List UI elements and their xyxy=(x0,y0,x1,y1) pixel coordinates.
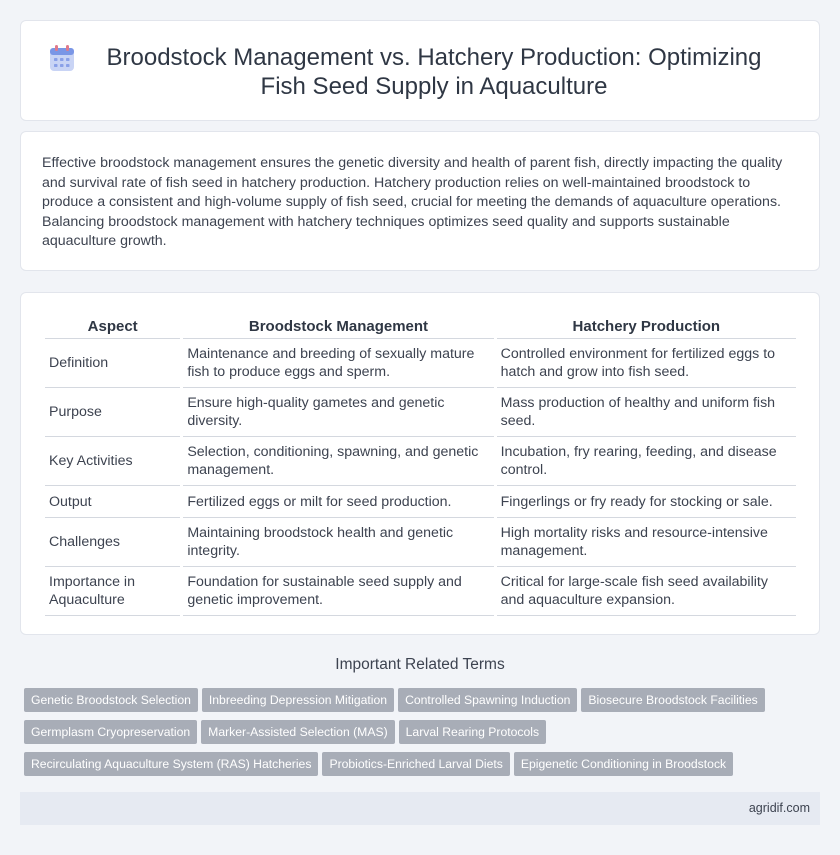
column-header: Aspect xyxy=(45,315,180,339)
related-term-tag[interactable]: Germplasm Cryopreservation xyxy=(24,720,197,744)
broodstock-cell: Maintaining broodstock health and genetic integrity. xyxy=(183,518,493,567)
broodstock-cell: Fertilized eggs or milt for seed production. xyxy=(183,486,493,518)
column-header: Broodstock Management xyxy=(183,315,493,339)
footer xyxy=(20,792,820,825)
intro-card xyxy=(20,131,820,271)
table-row xyxy=(45,486,796,518)
hatchery-cell: Critical for large-scale fish seed availability and aquaculture expansion. xyxy=(497,567,796,616)
table-row xyxy=(45,388,796,437)
header-card xyxy=(20,20,820,121)
table-header-row xyxy=(45,315,796,339)
page-title: Broodstock Management vs. Hatchery Production: Optimizing Fish Seed Supply in Aquaculture xyxy=(106,44,762,100)
hatchery-cell: Incubation, fry rearing, feeding, and disease control. xyxy=(497,437,796,486)
related-term-tag[interactable]: Recirculating Aquaculture System (RAS) Hatcheries xyxy=(24,752,318,776)
related-term-tag[interactable]: Larval Rearing Protocols xyxy=(399,720,546,744)
aspect-cell: Challenges xyxy=(45,518,180,567)
column-header: Hatchery Production xyxy=(497,315,796,339)
related-term-tag[interactable]: Biosecure Broodstock Facilities xyxy=(581,688,764,712)
related-term-tag[interactable]: Marker-Assisted Selection (MAS) xyxy=(201,720,394,744)
table-row xyxy=(45,518,796,567)
hatchery-cell: Controlled environment for fertilized eggs to hatch and grow into fish seed. xyxy=(497,339,796,388)
table-row xyxy=(45,339,796,388)
intro-paragraph: Effective broodstock management ensures the genetic diversity and health of parent fish, directly impacting the quality and survival rate of fish seed in hatchery production. Hatchery production relies on well-maintained broodstock to produce a consistent and high-volume supply of fish seed, crucial for meeting the demands of aquaculture operations. Balancing broodstock management with hatchery techniques optimizes seed quality and supports sustainable aquaculture growth. xyxy=(42,155,783,250)
aspect-cell: Definition xyxy=(45,339,180,388)
related-term-tag[interactable]: Probiotics-Enriched Larval Diets xyxy=(322,752,509,776)
related-term-tag[interactable]: Inbreeding Depression Mitigation xyxy=(202,688,394,712)
hatchery-cell: High mortality risks and resource-intensive management. xyxy=(497,518,796,567)
table-row xyxy=(45,567,796,616)
related-terms-title: Important Related Terms xyxy=(335,656,505,673)
comparison-card xyxy=(20,292,820,635)
table-row xyxy=(45,437,796,486)
broodstock-cell: Foundation for sustainable seed supply and genetic improvement. xyxy=(183,567,493,616)
related-term-tag[interactable]: Controlled Spawning Induction xyxy=(398,688,577,712)
aspect-cell: Key Activities xyxy=(45,437,180,486)
related-terms-list xyxy=(24,688,824,784)
comparison-table xyxy=(42,315,799,616)
footer-site-link[interactable]: agridif.com xyxy=(748,801,810,815)
broodstock-cell: Ensure high-quality gametes and genetic diversity. xyxy=(183,388,493,437)
broodstock-cell: Selection, conditioning, spawning, and genetic management. xyxy=(183,437,493,486)
related-term-tag[interactable]: Epigenetic Conditioning in Broodstock xyxy=(514,752,733,776)
aspect-cell: Importance in Aquaculture xyxy=(45,567,180,616)
hatchery-cell: Fingerlings or fry ready for stocking or sale. xyxy=(497,486,796,518)
aspect-cell: Purpose xyxy=(45,388,180,437)
hatchery-cell: Mass production of healthy and uniform fish seed. xyxy=(497,388,796,437)
broodstock-cell: Maintenance and breeding of sexually mature fish to produce eggs and sperm. xyxy=(183,339,493,388)
aspect-cell: Output xyxy=(45,486,180,518)
related-term-tag[interactable]: Genetic Broodstock Selection xyxy=(24,688,198,712)
